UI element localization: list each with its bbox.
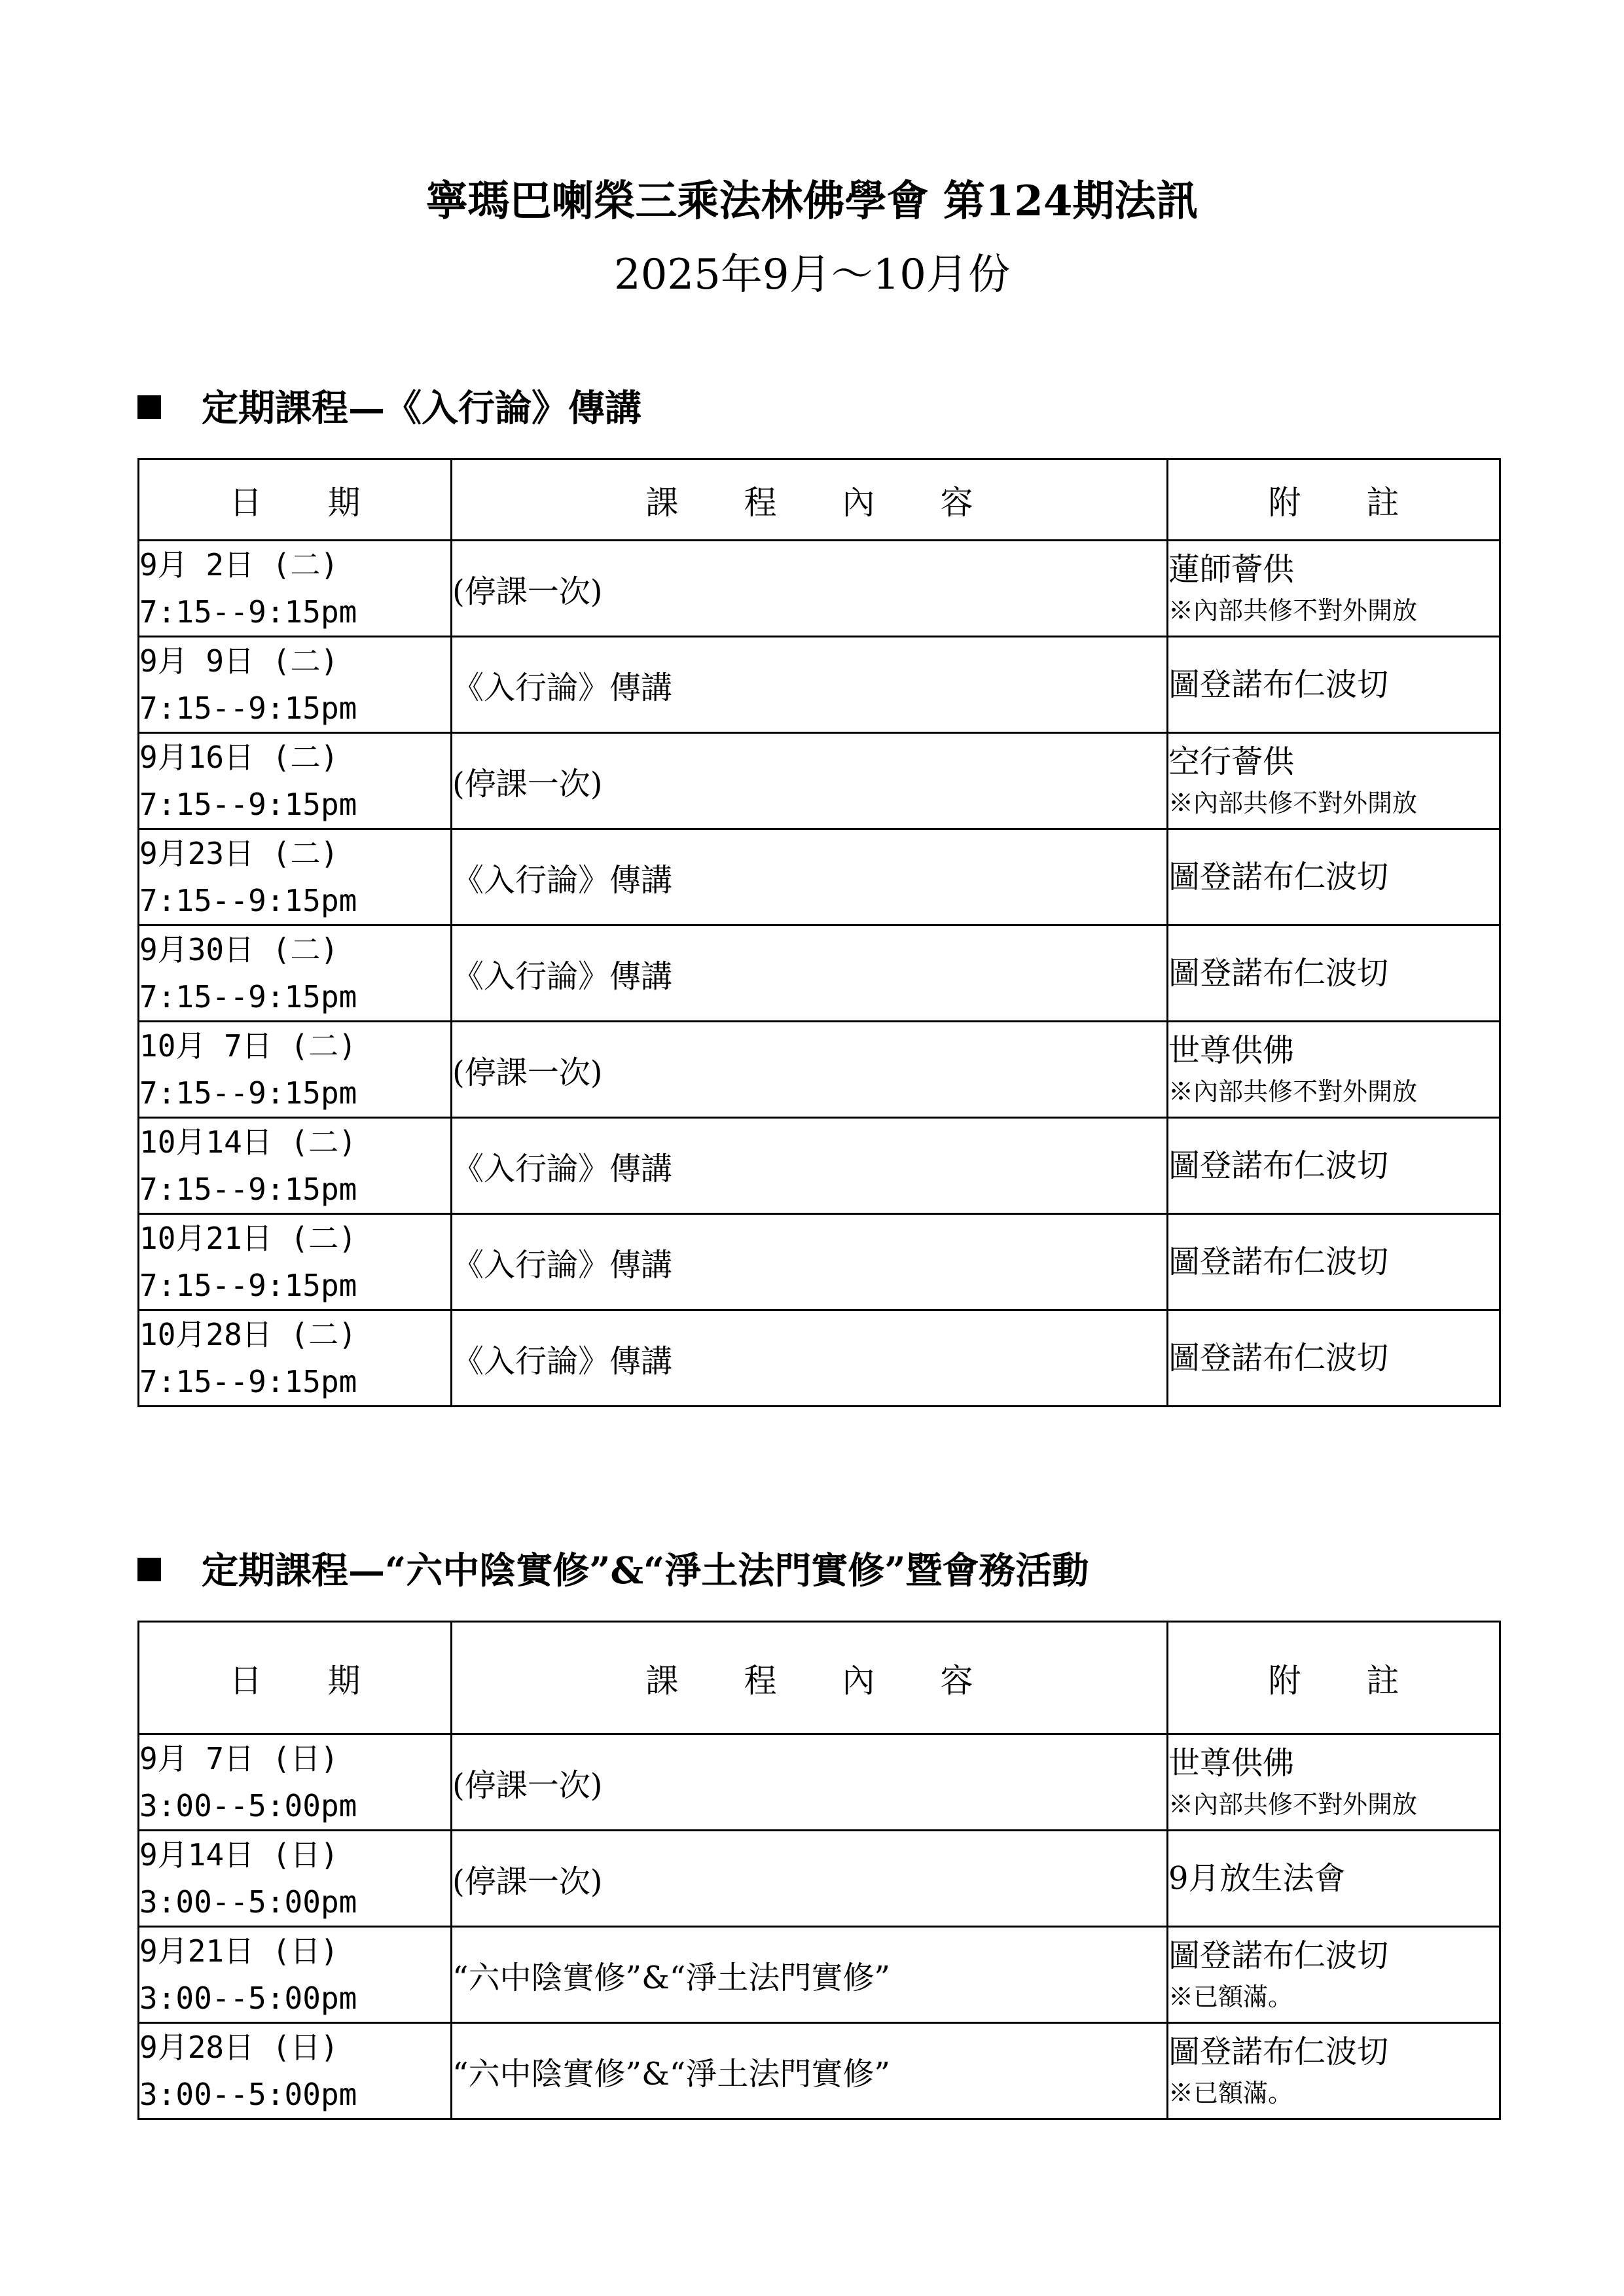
- course-cell: (停課一次): [452, 541, 1168, 637]
- time-text: 7:15--9:15pm: [139, 1364, 357, 1399]
- date-text: 10月14日 (二): [139, 1124, 357, 1160]
- date-cell: [139, 541, 452, 637]
- table-row: [139, 637, 1500, 733]
- note-text: 9月放生法會: [1168, 1860, 1346, 1897]
- note-text: 圖登諾布仁波切: [1168, 2034, 1389, 2070]
- note-cell: [1168, 2023, 1500, 2119]
- time-text: 3:00--5:00pm: [139, 1884, 357, 1920]
- course-cell: 《入行論》傳講: [452, 829, 1168, 925]
- date-text: 9月 2日 (二): [139, 547, 339, 583]
- table-row: [139, 733, 1500, 829]
- note-text: 圖登諾布仁波切: [1168, 666, 1389, 703]
- table-row: [139, 1927, 1500, 2023]
- date-text: 9月14日 (日): [139, 1837, 339, 1873]
- date-cell: [139, 1214, 452, 1310]
- date-text: 9月23日 (二): [139, 836, 339, 871]
- date-text: 9月30日 (二): [139, 932, 339, 967]
- table-row: [139, 1214, 1500, 1310]
- note-text: 空行薈供: [1168, 744, 1295, 780]
- note-cell: [1168, 733, 1500, 829]
- table-header-row: [139, 1622, 1500, 1734]
- date-text: 9月21日 (日): [139, 1933, 339, 1969]
- time-text: 7:15--9:15pm: [139, 883, 357, 918]
- schedule-table-1: [137, 458, 1501, 1407]
- section1-heading-text: 定期課程—《入行論》傳講: [202, 387, 641, 430]
- time-text: 7:15--9:15pm: [139, 979, 357, 1014]
- note-text: 圖登諾布仁波切: [1168, 955, 1389, 992]
- table-row: [139, 541, 1500, 637]
- note-cell: [1168, 925, 1500, 1022]
- date-text: 10月21日 (二): [139, 1221, 357, 1256]
- note-cell: [1168, 637, 1500, 733]
- square-bullet-icon: [137, 395, 161, 419]
- date-cell: [139, 829, 452, 925]
- note-cell: [1168, 829, 1500, 925]
- date-cell: [139, 733, 452, 829]
- course-cell: 《入行論》傳講: [452, 1310, 1168, 1407]
- header-course: 課 程 內 容: [452, 1622, 1168, 1734]
- date-cell: [139, 1310, 452, 1407]
- note-subtext: ※內部共修不對外開放: [1168, 596, 1418, 625]
- table-row: [139, 1118, 1500, 1214]
- section2-heading: [137, 1547, 1089, 1594]
- time-text: 3:00--5:00pm: [139, 2077, 357, 2112]
- time-text: 7:15--9:15pm: [139, 594, 357, 630]
- date-cell: [139, 1831, 452, 1927]
- date-cell: [139, 637, 452, 733]
- section1-heading: [137, 385, 641, 432]
- header-note: 附 註: [1168, 459, 1500, 541]
- note-text: 世尊供佛: [1168, 1032, 1295, 1069]
- note-text: 蓮師薈供: [1168, 551, 1295, 588]
- note-subtext: ※已額滿。: [1168, 2079, 1293, 2108]
- note-subtext: ※內部共修不對外開放: [1168, 1790, 1418, 1819]
- note-text: 圖登諾布仁波切: [1168, 1937, 1389, 1974]
- table-row: [139, 829, 1500, 925]
- time-text: 3:00--5:00pm: [139, 1981, 357, 2016]
- date-text: 9月 9日 (二): [139, 643, 339, 679]
- section2-heading-text: 定期課程—“六中陰實修”&“淨土法門實修”暨會務活動: [202, 1549, 1089, 1592]
- date-text: 10月28日 (二): [139, 1317, 357, 1352]
- course-cell: “六中陰實修”&“淨土法門實修”: [452, 2023, 1168, 2119]
- date-text: 9月16日 (二): [139, 740, 339, 775]
- header-date: 日 期: [139, 459, 452, 541]
- course-cell: (停課一次): [452, 1022, 1168, 1118]
- table-row: [139, 925, 1500, 1022]
- table-row: [139, 1734, 1500, 1831]
- table-row: [139, 1022, 1500, 1118]
- course-cell: (停課一次): [452, 1831, 1168, 1927]
- note-subtext: ※內部共修不對外開放: [1168, 789, 1418, 817]
- date-text: 10月 7日 (二): [139, 1028, 357, 1064]
- course-cell: 《入行論》傳講: [452, 1118, 1168, 1214]
- note-text: 圖登諾布仁波切: [1168, 859, 1389, 895]
- note-cell: [1168, 1927, 1500, 2023]
- table-row: [139, 1310, 1500, 1407]
- date-text: 9月28日 (日): [139, 2030, 339, 2065]
- note-subtext: ※內部共修不對外開放: [1168, 1077, 1418, 1106]
- course-cell: (停課一次): [452, 1734, 1168, 1831]
- square-bullet-icon: [137, 1558, 161, 1581]
- header-course: 課 程 內 容: [452, 459, 1168, 541]
- note-cell: [1168, 1831, 1500, 1927]
- header-date: 日 期: [139, 1622, 452, 1734]
- note-cell: [1168, 1022, 1500, 1118]
- course-cell: 《入行論》傳講: [452, 637, 1168, 733]
- time-text: 7:15--9:15pm: [139, 787, 357, 822]
- table-row: [139, 1831, 1500, 1927]
- page-subtitle: 2025年9月～10月份: [613, 251, 1011, 299]
- note-subtext: ※已額滿。: [1168, 1982, 1293, 2011]
- time-text: 3:00--5:00pm: [139, 1788, 357, 1823]
- course-cell: 《入行論》傳講: [452, 1214, 1168, 1310]
- note-cell: [1168, 1118, 1500, 1214]
- time-text: 7:15--9:15pm: [139, 1172, 357, 1207]
- course-cell: “六中陰實修”&“淨土法門實修”: [452, 1927, 1168, 2023]
- table-row: [139, 2023, 1500, 2119]
- note-text: 圖登諾布仁波切: [1168, 1340, 1389, 1376]
- note-cell: [1168, 541, 1500, 637]
- time-text: 7:15--9:15pm: [139, 1268, 357, 1303]
- date-cell: [139, 925, 452, 1022]
- note-cell: [1168, 1214, 1500, 1310]
- note-text: 圖登諾布仁波切: [1168, 1244, 1389, 1280]
- table-header-row: [139, 459, 1500, 541]
- date-cell: [139, 1927, 452, 2023]
- date-cell: [139, 1118, 452, 1214]
- date-cell: [139, 1022, 452, 1118]
- course-cell: 《入行論》傳講: [452, 925, 1168, 1022]
- header-note: 附 註: [1168, 1622, 1500, 1734]
- date-cell: [139, 1734, 452, 1831]
- time-text: 7:15--9:15pm: [139, 1075, 357, 1111]
- time-text: 7:15--9:15pm: [139, 691, 357, 726]
- page-title: 寧瑪巴喇榮三乘法林佛學會 第124期法訊: [425, 177, 1199, 226]
- course-cell: (停課一次): [452, 733, 1168, 829]
- schedule-table-2: [137, 1621, 1501, 2120]
- note-text: 圖登諾布仁波切: [1168, 1147, 1389, 1184]
- note-cell: [1168, 1310, 1500, 1407]
- date-text: 9月 7日 (日): [139, 1741, 339, 1776]
- date-cell: [139, 2023, 452, 2119]
- note-cell: [1168, 1734, 1500, 1831]
- note-text: 世尊供佛: [1168, 1745, 1295, 1782]
